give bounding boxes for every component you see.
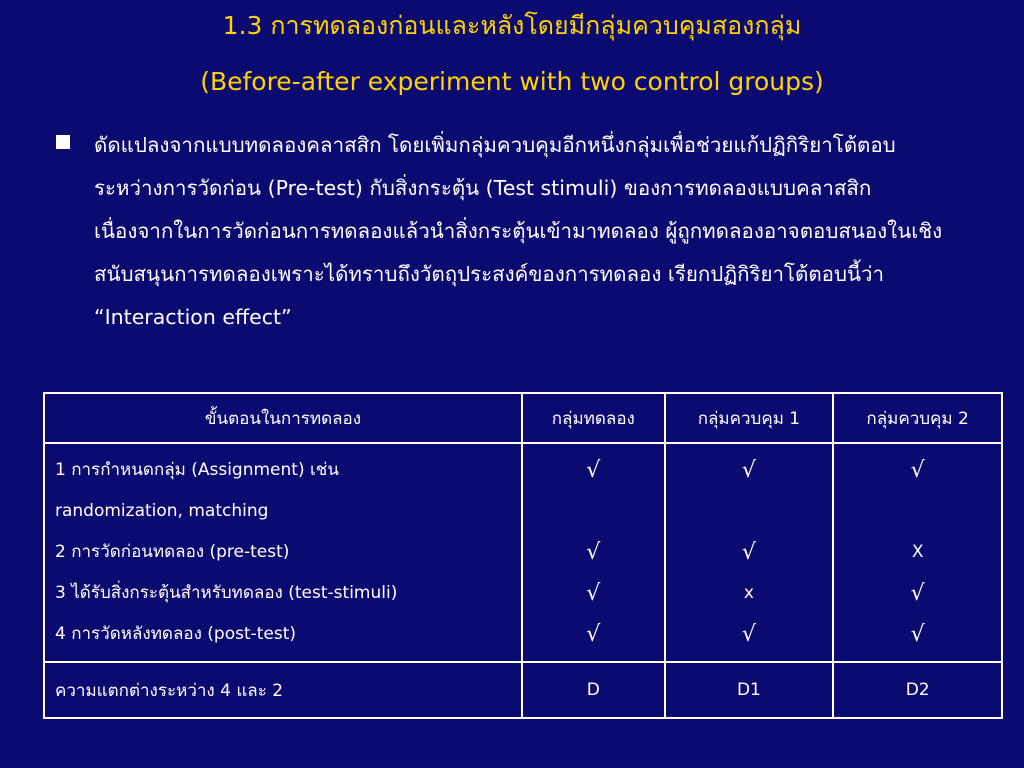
header-control-group-1: กลุ่มควบคุม 1 [665,393,834,443]
table-row-steps [44,443,1002,662]
step-mark: √ [910,581,925,606]
step-label: 4 การวัดหลังทดลอง (post-test) [55,624,297,644]
experimental-group-cell [522,443,665,662]
control-group-2-cell [833,443,1002,662]
step-label: 2 การวัดก่อนทดลอง (pre-test) [55,542,290,562]
step-mark: x [743,583,754,603]
step-mark: √ [741,458,756,483]
experiment-table [43,392,1003,719]
square-bullet-icon [56,135,70,149]
difference-experimental: D [522,662,665,718]
header-experimental-group: กลุ่มทดลอง [522,393,665,443]
step-mark: √ [741,540,756,565]
step-mark [523,491,664,532]
step-mark: √ [586,581,601,606]
step-mark: √ [910,622,925,647]
header-steps: ขั้นตอนในการทดลอง [44,393,522,443]
step-mark: √ [586,622,601,647]
step-mark: √ [910,458,925,483]
control-group-1-cell [665,443,834,662]
difference-control-1: D1 [665,662,834,718]
step-mark: √ [741,622,756,647]
slide-title: 1.3 การทดลองก่อนและหลังโดยมีกลุ่มควบคุมสองกลุ่ม [222,11,802,40]
slide-subtitle: (Before-after experiment with two control groups) [200,67,824,96]
difference-control-2: D2 [833,662,1002,718]
step-mark: √ [586,540,601,565]
steps-cell [44,443,522,662]
step-label: 3 ได้รับสิ่งกระตุ้นสำหรับทดลอง (test-stimuli) [55,583,398,603]
step-mark: X [911,542,924,562]
step-mark: √ [586,458,601,483]
bullet-text: ดัดแปลงจากแบบทดลองคลาสสิก โดยเพิ่มกลุ่มควบคุมอีกหนึ่งกลุ่มเพื่อช่วยแก้ปฏิกิริยาโต้ตอบระหว่างการวัดก่อน (Pre-test) กับสิ่งกระตุ้น (Test stimuli) ของการทดลองแบบคลาสสิก เนื่องจากในการวัดก่อนการทดลองแล้วนำสิ่งกระตุ้นเข้ามาทดลอง ผู้ถูกทดลองอาจตอบสนองในเชิงสนับสนุนการทดลองเพราะได้ทราบถึงวัตถุประสงค์ของการทดลอง เรียกปฏิกิริยาโต้ตอบนี้ว่า “Interaction effect” [94,133,943,329]
difference-label: ความแตกต่างระหว่าง 4 และ 2 [44,662,522,718]
bullet-point [56,124,956,339]
step-label: 1 การกำหนดกลุ่ม (Assignment) เช่น [55,460,339,480]
table-header-row [44,393,1002,443]
step-label: randomization, matching [55,501,269,521]
step-mark [834,491,1001,532]
step-mark [666,491,833,532]
table-row-difference [44,662,1002,718]
header-control-group-2: กลุ่มควบคุม 2 [833,393,1002,443]
